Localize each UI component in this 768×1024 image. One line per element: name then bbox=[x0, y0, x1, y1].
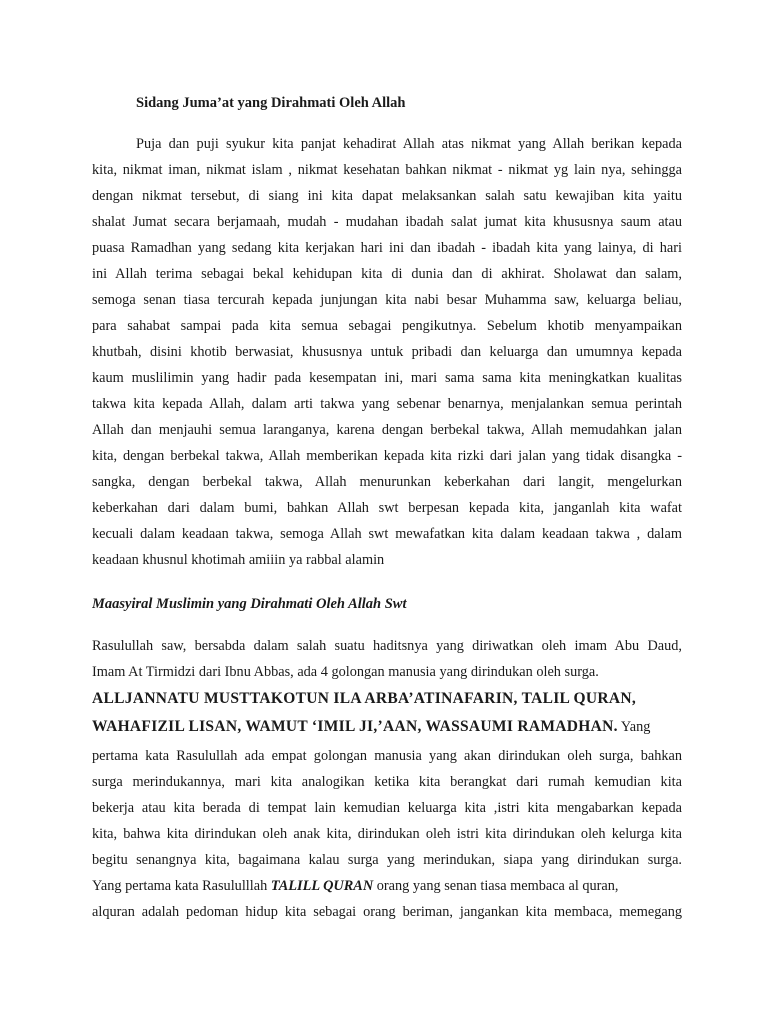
paragraph-1-line: kaum muslilimin yang hadir pada kesempatan ini, mari sama sama kita meningkatkan kualitas bbox=[92, 370, 682, 386]
paragraph-1-line: takwa kita kepada Allah, dalam arti takwa yang sebenar benarnya, menjalankan semua perintah bbox=[92, 396, 682, 412]
paragraph-1-line: keberkahan dari dalam bumi, bahkan Allah swt berpesan kepada kita, janganlah kita wafat bbox=[92, 500, 682, 516]
paragraph-1-line: keadaan khusnul khotimah amiiin ya rabbal alamin bbox=[92, 552, 385, 568]
paragraph-2-line: pertama kata Rasulullah ada empat golongan manusia yang akan dirindukan oleh surga, bahkan bbox=[92, 748, 682, 764]
paragraph-1-line: Allah dan menjauhi semua laranganya, karena dengan berbekal takwa, Allah memudahkan jalan bbox=[92, 422, 682, 438]
section-heading-1: Sidang Juma’at yang Dirahmati Oleh Allah bbox=[136, 95, 406, 111]
paragraph-2-line-emphasis bbox=[92, 873, 682, 899]
paragraph-1-line: puasa Ramadhan yang sedang kita kerjakan hari ini dan ibadah - ibadah kita yang lainya, di hari bbox=[92, 240, 682, 256]
text-run: Yang pertama kata Rasululllah bbox=[92, 878, 271, 894]
paragraph-1-line: kecuali dalam keadaan takwa, semoga Allah swt mewafatkan kita dalam keadaan takwa , dalam bbox=[92, 526, 682, 542]
paragraph-2-line: bekerja atau kita berada di tempat lain kemudian keluarga kita ,istri kita mengabarkan kepada bbox=[92, 800, 682, 816]
paragraph-1-line: dengan nikmat tersebut, di siang ini kita dapat melaksankan salah satu kewajiban kita yaitu bbox=[92, 188, 682, 204]
paragraph-1-line: semoga senan tiasa tercurah kepada junjungan kita nabi besar Muhamma saw, keluarga beliau, bbox=[92, 292, 682, 308]
paragraph-2-line: Rasulullah saw, bersabda dalam salah suatu haditsnya yang diriwatkan oleh imam Abu Daud, bbox=[92, 638, 682, 654]
paragraph-1-line: Puja dan puji syukur kita panjat kehadirat Allah atas nikmat yang Allah berikan kepada bbox=[136, 136, 682, 152]
paragraph-1-line: shalat Jumat secara berjamaah, mudah - mudahan ibadah salat jumat kita khususnya saum atau bbox=[92, 214, 682, 230]
emphasis-text: TALILL QURAN bbox=[270, 878, 374, 894]
paragraph-2-line: kita, bahwa kita dirindukan oleh anak kita, dirindukan oleh istri kita dirindukan oleh kelurga kita bbox=[92, 826, 682, 842]
paragraph-2-line: surga merindukannya, mari kita analogikan ketika kita berangkat dari rumah kemudian kita bbox=[92, 774, 682, 790]
paragraph-1-line: kita, dengan berbekal takwa, Allah memberikan kepada kita rizki dari jalan yang tidak disangka - bbox=[92, 448, 682, 464]
paragraph-1-line: khutbah, disini khotib berwasiat, khususnya untuk pribadi dan keluarga dan umumnya kepada bbox=[92, 344, 682, 360]
paragraph-2-line: alquran adalah pedoman hidup kita sebagai orang beriman, jangankan kita membaca, memegang bbox=[92, 904, 682, 920]
hadith-transliteration-text: WAHAFIZIL LISAN, WAMUT ‘IMIL JI,’AAN, WASSAUMI RAMADHAN. bbox=[92, 718, 618, 735]
continuation-text: Yang bbox=[617, 719, 651, 735]
paragraph-1-line: sangka, dengan berbekal takwa, Allah menurunkan keberkahan dari langit, mengelurkan bbox=[92, 474, 682, 490]
hadith-transliteration-line-2 bbox=[92, 714, 682, 740]
paragraph-1-line: ini Allah terima sebagai bekal kehidupan kita di dunia dan di akhirat. Sholawat dan salam, bbox=[92, 266, 682, 282]
section-heading-2: Maasyiral Muslimin yang Dirahmati Oleh Allah Swt bbox=[92, 596, 407, 612]
paragraph-2-line: begitu senangnya kita, bagaimana kalau surga yang merindukan, siapa yang dirindukan surga. bbox=[92, 852, 682, 868]
hadith-transliteration-line: ALLJANNATU MUSTTAKOTUN ILA ARBA’ATINAFARIN, TALIL QURAN, bbox=[92, 690, 637, 707]
text-run: orang yang senan tiasa membaca al quran, bbox=[373, 878, 619, 894]
paragraph-1-line: kita, nikmat iman, nikmat islam , nikmat kesehatan bahkan nikmat - nikmat yg lain nya, sehingga bbox=[92, 162, 682, 178]
paragraph-2-line: Imam At Tirmidzi dari Ibnu Abbas, ada 4 golongan manusia yang dirindukan oleh surga. bbox=[92, 664, 599, 680]
paragraph-1-line: para sahabat sampai pada kita semua sebagai pengikutnya. Sebelum khotib menyampaikan bbox=[92, 318, 682, 334]
